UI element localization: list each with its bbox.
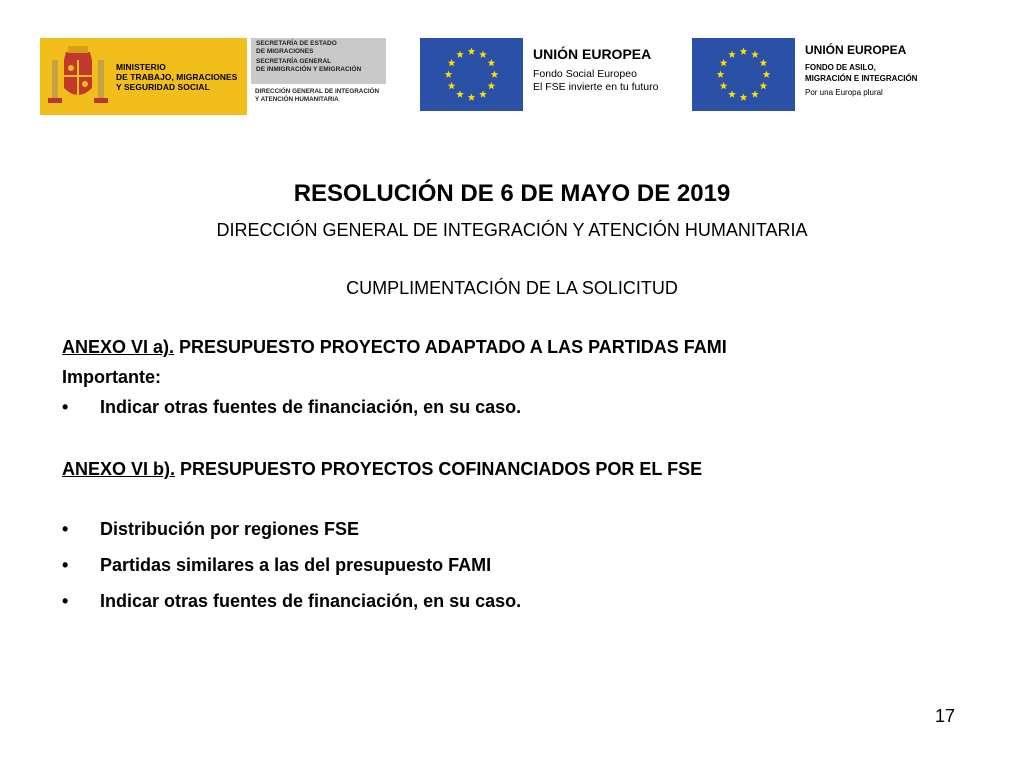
list-item xyxy=(62,393,962,423)
secretaria-line: SECRETARÍA DE ESTADO xyxy=(256,40,337,47)
secretaria-grey-block xyxy=(251,38,386,84)
anexo-b-heading xyxy=(62,455,962,485)
star-icon xyxy=(728,51,736,58)
ministry-line: MINISTERIO xyxy=(116,61,166,72)
star-icon xyxy=(760,82,768,89)
star-icon xyxy=(488,82,496,89)
eu-fse-text xyxy=(523,38,658,111)
star-icon xyxy=(456,90,464,97)
coat-of-arms-icon xyxy=(46,42,110,112)
star-icon xyxy=(445,71,453,78)
star-icon xyxy=(479,51,487,58)
importante-label: Importante: xyxy=(62,367,161,387)
eu-flag-icon xyxy=(420,38,523,111)
secretaria-white-block xyxy=(251,84,386,103)
star-icon xyxy=(751,51,759,58)
bullet-icon: • xyxy=(62,591,69,611)
star-icon xyxy=(468,48,476,55)
star-icon xyxy=(456,51,464,58)
secretaria-line: SECRETARÍA GENERAL xyxy=(256,58,332,66)
eu-fami-line: Por una Europa plural xyxy=(805,88,883,97)
eu-fami-line: MIGRACIÓN E INTEGRACIÓN xyxy=(805,73,918,83)
list-item-text: Indicar otras fuentes de financiación, en su caso. xyxy=(100,397,522,417)
ministry-logo xyxy=(40,38,247,115)
list-item-text: Distribución por regiones FSE xyxy=(100,519,360,539)
anexo-a-label: ANEXO VI a). xyxy=(62,337,175,357)
star-icon xyxy=(448,82,456,89)
bullet-icon: • xyxy=(62,397,69,417)
star-icon xyxy=(491,71,499,78)
eu-fami-logo xyxy=(692,38,932,111)
star-icon xyxy=(448,59,456,66)
anexo-a-heading xyxy=(62,333,962,363)
star-icon xyxy=(763,71,771,78)
eu-fami-line: FONDO DE ASILO, xyxy=(805,63,876,72)
list-item xyxy=(62,587,962,623)
ministry-name xyxy=(116,62,237,92)
list-item xyxy=(62,551,962,587)
eu-title: UNIÓN EUROPEA xyxy=(533,46,652,62)
page-title: RESOLUCIÓN DE 6 DE MAYO DE 2019 xyxy=(293,180,731,207)
star-icon xyxy=(720,59,728,66)
star-icon xyxy=(760,59,768,66)
eu-stars-icon xyxy=(692,38,795,111)
eu-fse-line: El FSE invierte en tu futuro xyxy=(533,81,659,93)
eu-stars-icon xyxy=(420,38,523,111)
page-subtitle: DIRECCIÓN GENERAL DE INTEGRACIÓN Y ATENCIÓN HUMANITARIA xyxy=(216,220,808,240)
star-icon xyxy=(728,90,736,97)
anexo-b-label: ANEXO VI b). xyxy=(62,459,176,479)
eu-fse-logo xyxy=(420,38,660,111)
slide-content xyxy=(62,333,962,623)
ministry-line: DE TRABAJO, MIGRACIONES xyxy=(116,71,238,82)
eu-fami-text xyxy=(795,38,917,111)
anexo-a-text: PRESUPUESTO PROYECTO ADAPTADO A LAS PARTIDAS FAMI xyxy=(174,337,727,357)
secretaria-line: DE MIGRACIONES xyxy=(256,47,314,55)
anexo-b-text: PRESUPUESTO PROYECTOS COFINANCIADOS POR EL FSE xyxy=(175,459,703,479)
bullet-icon: • xyxy=(62,519,69,539)
star-icon xyxy=(720,82,728,89)
secretaria-logo xyxy=(251,38,386,115)
eu-fse-line: Fondo Social Europeo xyxy=(533,68,637,80)
secretaria-line: DIRECCIÓN GENERAL DE INTEGRACIÓN xyxy=(255,88,380,95)
list-item-text: Indicar otras fuentes de financiación, en su caso. xyxy=(100,591,522,611)
secretaria-line: DE INMIGRACIÓN Y EMIGRACIÓN xyxy=(256,65,362,73)
page-number: 17 xyxy=(935,706,956,726)
star-icon xyxy=(740,48,748,55)
eu-flag-icon xyxy=(692,38,795,111)
list-item-text: Partidas similares a las del presupuesto FAMI xyxy=(100,555,492,575)
eu-title: UNIÓN EUROPEA xyxy=(805,43,907,57)
ministry-line: Y SEGURIDAD SOCIAL xyxy=(116,81,210,92)
star-icon xyxy=(740,94,748,101)
star-icon xyxy=(717,71,725,78)
list-item xyxy=(62,515,962,551)
secretaria-line: Y ATENCIÓN HUMANITARIA xyxy=(255,95,339,103)
star-icon xyxy=(479,90,487,97)
section-heading: CUMPLIMENTACIÓN DE LA SOLICITUD xyxy=(346,278,678,298)
star-icon xyxy=(468,94,476,101)
bullet-icon: • xyxy=(62,555,69,575)
star-icon xyxy=(751,90,759,97)
star-icon xyxy=(488,59,496,66)
